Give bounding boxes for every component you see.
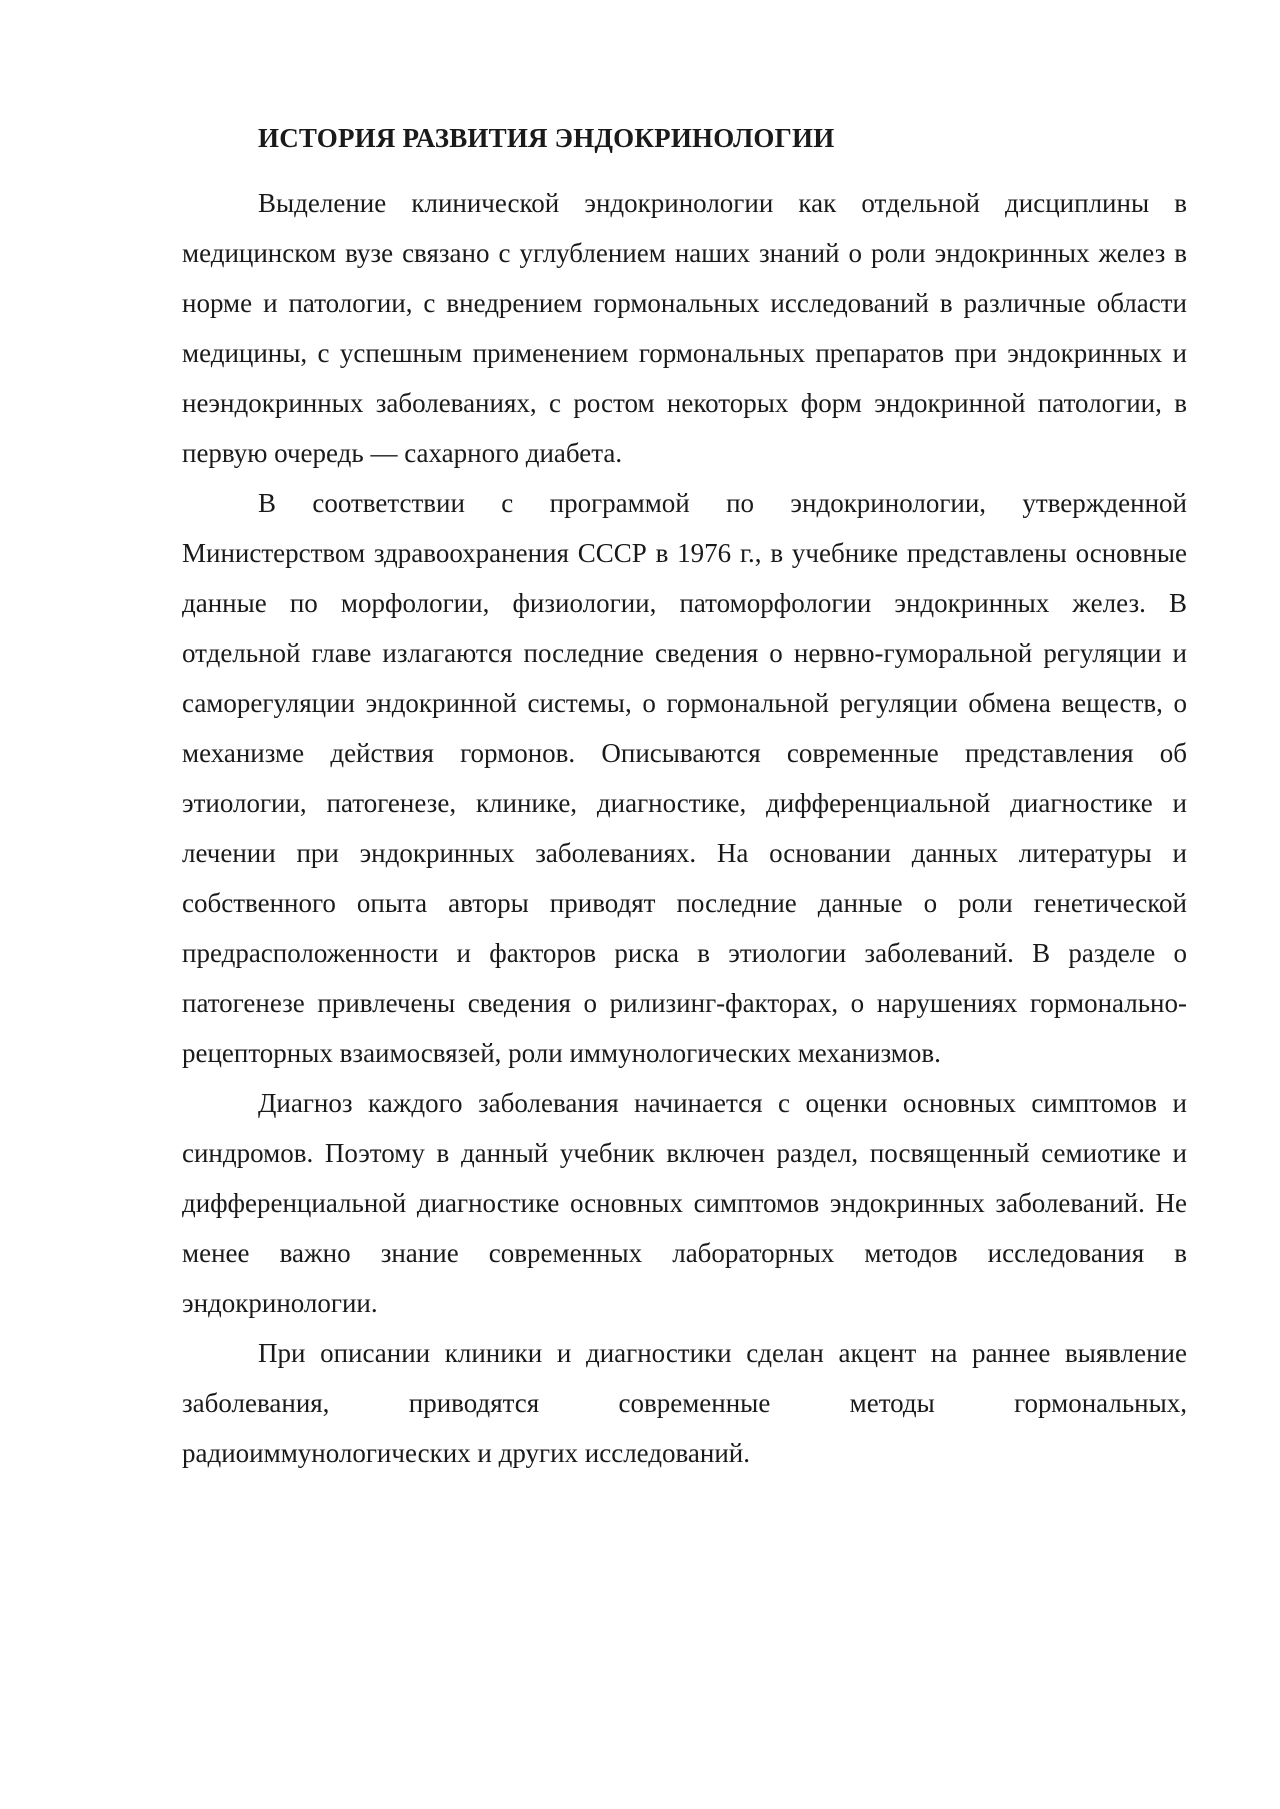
paragraph-2: В соответствии с программой по эндокринологии, утвержденной Министерством здравоохранения СССР в 1976 г., в учебнике представлены основные данные по морфологии, физиологии, патоморфологии эндокринных желез. В отдельной главе излагаются последние сведения о нервно-гуморальной регуляции и саморегуляции эндокринной системы, о гормональной регуляции обмена веществ, о механизме действия гормонов. Описываются современные представления об этиологии, патогенезе, клинике, диагностике, дифференциальной диагностике и лечении при эндокринных заболеваниях. На основании данных литературы и собственного опыта авторы приводят последние данные о роли генетической предрасположенности и факторов риска в этиологии заболеваний. В разделе о патогенезе привлечены сведения о рилизинг-факторах, о нарушениях гормонально-рецепторных взаимосвязей, роли иммунологических механизмов.: [182, 488, 1187, 1068]
paragraph-4: При описании клиники и диагностики сделан акцент на раннее выявление заболевания, приводятся современные методы гормональных, радиоиммунологических и других исследований.: [182, 1338, 1187, 1468]
document-body: [182, 118, 1187, 1478]
paragraph-3: Диагноз каждого заболевания начинается с оценки основных симптомов и синдромов. Поэтому в данный учебник включен раздел, посвященный семиотике и дифференциальной диагностике основных симптомов эндокринных заболеваний. Не менее важно знание современных лабораторных методов исследования в эндокринологии.: [182, 1088, 1187, 1318]
paragraph-1: Выделение клинической эндокринологии как отдельной дисциплины в медицинском вузе связано с углублением наших знаний о роли эндокринных желез в норме и патологии, с внедрением гормональных исследований в различные области медицины, с успешным применением гормональных препаратов при эндокринных и неэндокринных заболеваниях, с ростом некоторых форм эндокринной патологии, в первую очередь — сахарного диабета.: [182, 188, 1187, 468]
document-title: ИСТОРИЯ РАЗВИТИЯ ЭНДОКРИНОЛОГИИ: [258, 123, 835, 153]
